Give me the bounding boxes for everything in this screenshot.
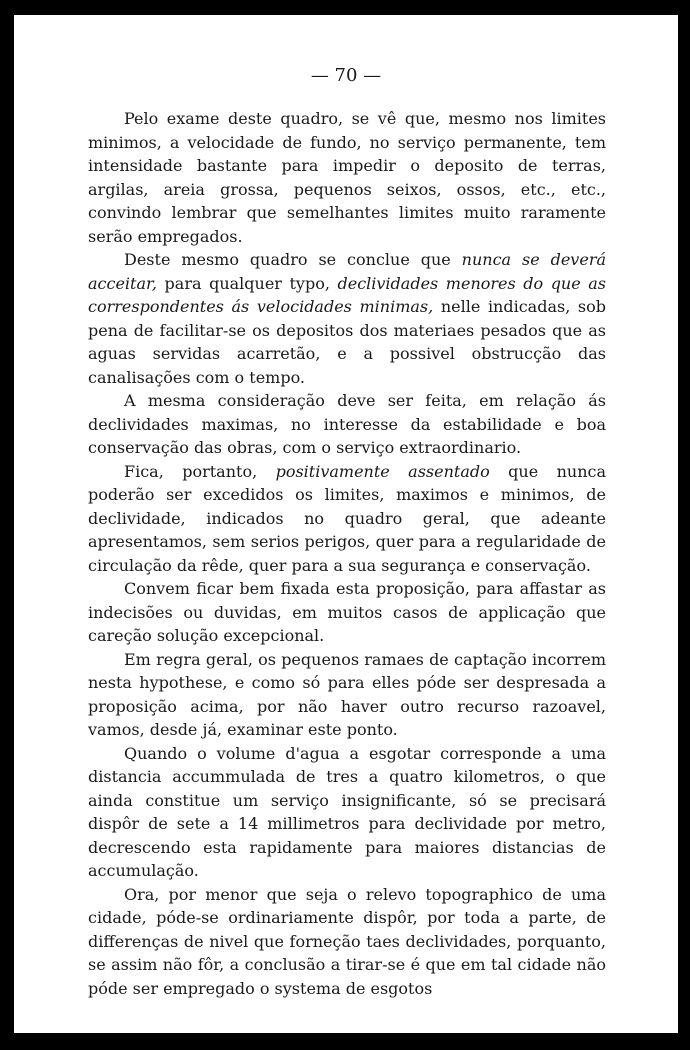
italic-text: positivamente assentado — [275, 461, 490, 481]
text-segment: Deste mesmo quadro se conclue que — [124, 250, 462, 269]
text-segment: Fica, portanto, — [124, 461, 276, 481]
paragraph — [88, 648, 606, 742]
paragraph — [88, 460, 606, 578]
text-segment: Ora, por menor que seja o relevo topographico de uma cidade, póde-se ordinariamente dispôr, por toda a parte, de differenças de nivel que forneção taes declividades, porquanto, se assim não fôr, a conclusão a tirar-se é que em tal cidade não póde ser empregado o systema de esgotos — [88, 884, 606, 998]
text-segment: nelle indicadas, sob pena de facilitar-se os depositos dos materiaes pesados que as aguas servidas acarretão, e a possivel obstrucção das canalisações com o tempo. — [88, 297, 607, 387]
text-segment: Quando o volume d'agua a esgotar corresponde a uma distancia accummulada de tres a quatro kilometros, o que ainda constitue um serviço insignificante, só se precisará dispôr de sete a 14 millimetros para declividade por metro, decrescendo esta rapidamente para maiores distancias de accumulação. — [88, 743, 606, 880]
text-segment: Pelo exame deste quadro, se vê que, mesmo nos limites minimos, a velocidade de fundo, no serviço permanente, tem intensidade bastante para impedir o deposito de terras, argilas, areia grossa, pequenos seixos, ossos, etc., etc., convindo lembrar que semelhantes limites muito raramente serão empregados. — [88, 109, 606, 246]
text-segment: para qualquer typo, — [157, 273, 338, 293]
italic-text: declividades menores do que as correspondentes ás velocidades minimas, — [88, 273, 607, 316]
paragraph — [88, 389, 606, 460]
text-segment: que nunca poderão ser excedidos os limites, maximos e minimos, de declividade, indicados no quadro geral, que adeante apresentamos, sem serios perigos, quer para a regularidade de circulação da rêde, quer para a sua segurança e conservação. — [88, 461, 607, 575]
text-segment: A mesma consideração deve ser feita, em relação ás declividades maximas, no interesse da estabilidade e boa conservação das obras, com o serviço extraordinario. — [88, 391, 606, 457]
text-segment: Convem ficar bem fixada esta proposição, para affastar as indecisões ou duvidas, em muitos casos de applicação que careção solução excepcional. — [88, 579, 606, 645]
page-number: — 70 — — [310, 65, 382, 86]
paragraph — [88, 883, 606, 1001]
italic-text: nunca se deverá acceitar, — [88, 250, 606, 293]
paragraph — [88, 577, 606, 648]
paragraph — [88, 248, 606, 389]
text-segment: Em regra geral, os pequenos ramaes de captação incorrem nesta hypothese, e como só para elles póde ser despresada a proposição acima, por não haver outro recurso razoavel, vamos, desde já, examinar este ponto. — [88, 649, 606, 739]
paragraph — [88, 107, 606, 248]
body-text — [88, 107, 606, 1000]
paragraph — [88, 742, 606, 883]
book-page — [14, 15, 678, 1033]
